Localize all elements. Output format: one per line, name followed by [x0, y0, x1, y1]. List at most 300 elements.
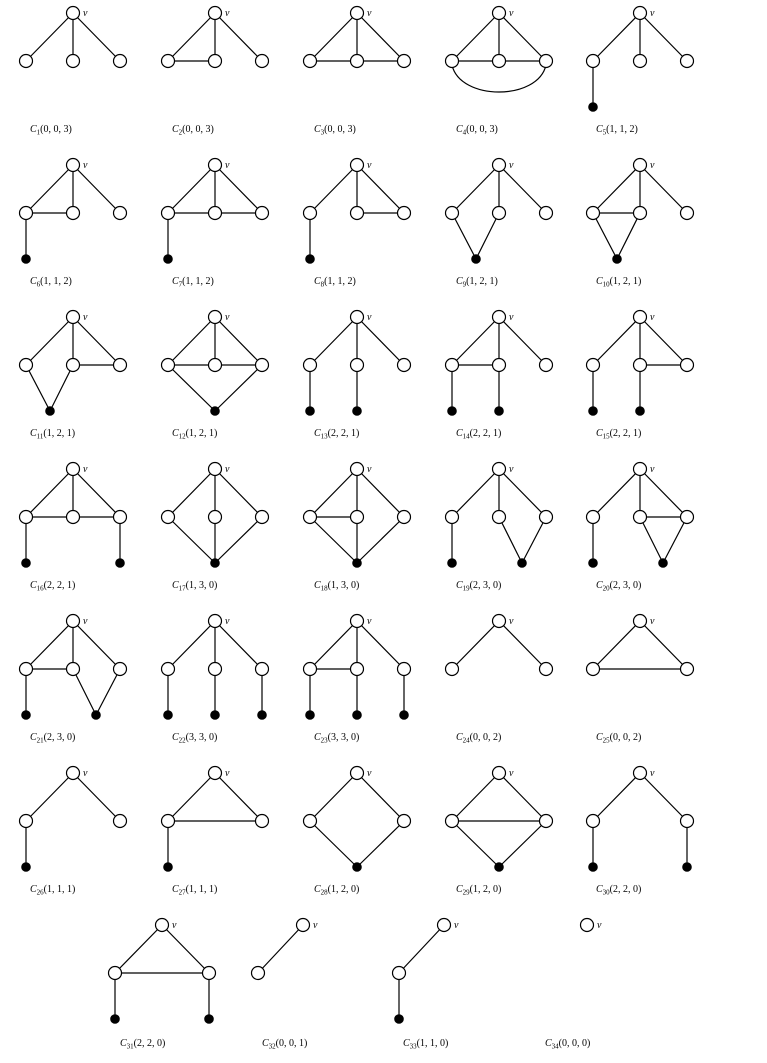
edge [73, 165, 120, 213]
vertex-v [493, 7, 506, 20]
graph-c12 [162, 311, 269, 441]
graph-caption [596, 884, 641, 897]
caption-index: 28 [320, 888, 328, 897]
caption-index: 27 [178, 888, 186, 897]
open-vertex [114, 359, 127, 372]
filled-vertex [636, 407, 644, 415]
graph-caption [314, 276, 356, 289]
open-vertex [681, 207, 694, 220]
vertex-v [351, 615, 364, 628]
caption-name: C [262, 1038, 269, 1049]
open-vertex [67, 663, 80, 676]
vertex-v [493, 767, 506, 780]
edge [168, 773, 215, 821]
graph-c32 [252, 919, 319, 1051]
vertex-v-label: v [225, 160, 230, 171]
caption-index: 9 [462, 280, 467, 289]
open-vertex [493, 359, 506, 372]
edge [640, 773, 687, 821]
open-vertex [393, 967, 406, 980]
open-vertex [256, 207, 269, 220]
edge [499, 165, 546, 213]
caption-params: (0, 0, 3) [40, 124, 72, 135]
vertex-v [634, 159, 647, 172]
filled-vertex [164, 711, 172, 719]
open-vertex [304, 359, 317, 372]
edge [399, 925, 444, 973]
edge [617, 213, 640, 259]
graph-caption [456, 732, 501, 745]
graph-caption [596, 580, 641, 593]
edge [640, 469, 687, 517]
graph-c8 [304, 159, 411, 289]
edge [357, 317, 404, 365]
edge [310, 517, 357, 563]
vertex-v-label: v [225, 464, 230, 475]
caption-params: (1, 2, 1) [609, 276, 642, 287]
open-vertex [114, 511, 127, 524]
open-vertex [162, 815, 175, 828]
graph-caption [30, 124, 72, 137]
caption-name: C [172, 580, 179, 591]
caption-params: (1, 1, 2) [182, 276, 214, 287]
vertex-v-label: v [172, 920, 177, 931]
vertex-v-label: v [367, 312, 372, 323]
graph-c9 [446, 159, 553, 289]
caption-index: 6 [36, 280, 41, 289]
graph-c30 [587, 767, 694, 897]
vertex-v-label: v [83, 616, 88, 627]
graph-c14 [446, 311, 553, 441]
open-vertex [681, 511, 694, 524]
caption-index: 23 [320, 736, 328, 745]
caption-name: C [314, 124, 321, 135]
caption-params: (1, 2, 0) [469, 884, 502, 895]
edge [663, 517, 687, 563]
vertex-v-label: v [650, 464, 655, 475]
caption-name: C [596, 580, 603, 591]
caption-params: (1, 2, 1) [466, 276, 498, 287]
edge [640, 13, 687, 61]
open-vertex [256, 359, 269, 372]
vertex-v-label: v [83, 464, 88, 475]
edge [50, 365, 73, 411]
caption-params: (0, 0, 0) [558, 1038, 591, 1049]
open-vertex [493, 55, 506, 68]
edge [452, 621, 499, 669]
caption-index: 33 [409, 1042, 417, 1051]
graph-caption [30, 276, 72, 289]
caption-index: 17 [178, 584, 186, 593]
caption-name: C [545, 1038, 552, 1049]
vertex-v [209, 159, 222, 172]
filled-vertex [22, 559, 30, 567]
open-vertex [114, 207, 127, 220]
edge [357, 821, 404, 867]
vertex-v-label: v [367, 464, 372, 475]
caption-name: C [456, 124, 463, 135]
open-vertex [304, 815, 317, 828]
caption-index: 4 [462, 128, 467, 137]
edge [168, 365, 215, 411]
caption-params: (2, 2, 1) [327, 428, 360, 439]
edge [215, 13, 262, 61]
vertex-v [351, 159, 364, 172]
edge [73, 469, 120, 517]
caption-params: (1, 1, 0) [416, 1038, 449, 1049]
caption-params: (2, 3, 0) [609, 580, 642, 591]
open-vertex [634, 511, 647, 524]
vertex-v [67, 159, 80, 172]
vertex-v [209, 767, 222, 780]
graph-caption [456, 884, 501, 897]
open-vertex [634, 359, 647, 372]
caption-index: 7 [178, 280, 183, 289]
caption-index: 20 [602, 584, 610, 593]
caption-name: C [596, 124, 603, 135]
caption-name: C [456, 732, 463, 743]
open-vertex [209, 511, 222, 524]
graph-caption [172, 732, 217, 745]
graph-c22 [162, 615, 269, 745]
graph-caption [172, 428, 217, 441]
graph-caption [262, 1038, 307, 1051]
caption-params: (1, 2, 0) [327, 884, 360, 895]
caption-params: (3, 3, 0) [185, 732, 218, 743]
open-vertex [681, 55, 694, 68]
edge [452, 469, 499, 517]
graph-caption [314, 884, 359, 897]
filled-vertex [613, 255, 621, 263]
open-vertex [114, 815, 127, 828]
graph-c11 [20, 311, 127, 441]
vertex-v [351, 7, 364, 20]
edge [26, 365, 50, 411]
graph-c4 [446, 7, 553, 137]
edge [593, 469, 640, 517]
filled-vertex [353, 559, 361, 567]
graph-c7 [162, 159, 269, 289]
edge [593, 317, 640, 365]
graph-c6 [20, 159, 127, 289]
caption-index: 24 [462, 736, 470, 745]
graph-caption [456, 580, 501, 593]
open-vertex [398, 359, 411, 372]
edge [162, 925, 209, 973]
edge [168, 13, 215, 61]
edge [115, 925, 162, 973]
open-vertex [634, 55, 647, 68]
caption-name: C [403, 1038, 410, 1049]
caption-name: C [30, 428, 37, 439]
caption-index: 5 [602, 128, 607, 137]
caption-params: (2, 2, 1) [609, 428, 642, 439]
vertex-v [209, 463, 222, 476]
caption-name: C [30, 276, 37, 287]
open-vertex [252, 967, 265, 980]
caption-params: (1, 1, 2) [606, 124, 638, 135]
graph-caption [314, 580, 359, 593]
edge [168, 165, 215, 213]
open-vertex [304, 663, 317, 676]
vertex-v [67, 311, 80, 324]
open-vertex [162, 511, 175, 524]
graph-c20 [587, 463, 694, 593]
curved-edge [452, 65, 546, 92]
graph-caption [596, 428, 641, 441]
edge [522, 517, 546, 563]
filled-vertex [589, 407, 597, 415]
open-vertex [209, 55, 222, 68]
filled-vertex [448, 559, 456, 567]
vertex-v-label: v [509, 616, 514, 627]
vertex-v [634, 463, 647, 476]
graph-caption [403, 1038, 448, 1051]
vertex-v-label: v [509, 312, 514, 323]
filled-vertex [164, 863, 172, 871]
vertex-v-label: v [650, 8, 655, 19]
open-vertex [398, 511, 411, 524]
caption-name: C [30, 884, 37, 895]
caption-name: C [596, 428, 603, 439]
vertex-v-label: v [509, 768, 514, 779]
caption-params: (2, 2, 1) [43, 580, 76, 591]
caption-index: 19 [462, 584, 470, 593]
open-vertex [351, 511, 364, 524]
caption-params: (2, 3, 0) [469, 580, 502, 591]
caption-name: C [314, 276, 321, 287]
caption-params: (1, 1, 2) [40, 276, 72, 287]
open-vertex [398, 663, 411, 676]
edge [215, 165, 262, 213]
graph-caption [172, 580, 217, 593]
open-vertex [446, 511, 459, 524]
graph-c28 [304, 767, 411, 897]
edge [499, 317, 546, 365]
caption-name: C [172, 124, 179, 135]
graph-caption [456, 276, 498, 289]
filled-vertex [683, 863, 691, 871]
open-vertex [446, 359, 459, 372]
filled-vertex [211, 407, 219, 415]
vertex-v [634, 311, 647, 324]
caption-index: 22 [178, 736, 186, 745]
open-vertex [351, 207, 364, 220]
open-vertex [446, 663, 459, 676]
open-vertex [304, 207, 317, 220]
graph-caption [456, 124, 498, 137]
open-vertex [114, 663, 127, 676]
caption-name: C [456, 580, 463, 591]
vertex-v [297, 919, 310, 932]
filled-vertex [495, 407, 503, 415]
vertex-v [581, 919, 594, 932]
open-vertex [587, 815, 600, 828]
open-vertex [540, 511, 553, 524]
caption-params: (1, 3, 0) [185, 580, 218, 591]
vertex-v [493, 463, 506, 476]
edge [26, 13, 73, 61]
graph-c15 [587, 311, 694, 441]
vertex-v-label: v [225, 616, 230, 627]
vertex-v-label: v [454, 920, 459, 931]
vertex-v-label: v [367, 768, 372, 779]
vertex-v [493, 615, 506, 628]
caption-params: (1, 2, 1) [185, 428, 218, 439]
open-vertex [681, 663, 694, 676]
open-vertex [209, 663, 222, 676]
open-vertex [162, 663, 175, 676]
graph-caption [314, 428, 359, 441]
edge [310, 621, 357, 669]
open-vertex [634, 207, 647, 220]
edge [357, 621, 404, 669]
caption-name: C [172, 428, 179, 439]
caption-index: 8 [320, 280, 325, 289]
edge [640, 517, 663, 563]
edge [357, 13, 404, 61]
edge [26, 469, 73, 517]
edge [310, 821, 357, 867]
graph-c10 [587, 159, 694, 289]
edge [26, 773, 73, 821]
vertex-v [209, 615, 222, 628]
caption-index: 10 [602, 280, 610, 289]
caption-name: C [314, 428, 321, 439]
open-vertex [67, 55, 80, 68]
vertex-v [209, 311, 222, 324]
caption-index: 31 [126, 1042, 134, 1051]
caption-index: 16 [36, 584, 44, 593]
open-vertex [540, 55, 553, 68]
open-vertex [109, 967, 122, 980]
graph-c29 [446, 767, 553, 897]
caption-params: (1, 3, 0) [327, 580, 360, 591]
open-vertex [681, 815, 694, 828]
graph-caption [596, 124, 638, 137]
caption-index: 2 [178, 128, 183, 137]
caption-params: (0, 0, 2) [469, 732, 502, 743]
filled-vertex [589, 103, 597, 111]
open-vertex [398, 207, 411, 220]
vertex-v-label: v [650, 312, 655, 323]
edge [499, 621, 546, 669]
open-vertex [587, 359, 600, 372]
vertex-v [156, 919, 169, 932]
open-vertex [203, 967, 216, 980]
edge [499, 821, 546, 867]
open-vertex [540, 207, 553, 220]
filled-vertex [395, 1015, 403, 1023]
filled-vertex [164, 255, 172, 263]
caption-params: (1, 1, 1) [185, 884, 218, 895]
graph-c19 [446, 463, 553, 593]
caption-index: 25 [602, 736, 610, 745]
caption-name: C [314, 884, 321, 895]
graph-caption [172, 124, 214, 137]
edge [215, 517, 262, 563]
vertex-v-label: v [650, 616, 655, 627]
graph-caption [30, 580, 75, 593]
caption-index: 34 [551, 1042, 559, 1051]
caption-name: C [314, 732, 321, 743]
open-vertex [681, 359, 694, 372]
vertex-v-label: v [367, 160, 372, 171]
filled-vertex [306, 711, 314, 719]
edge [640, 165, 687, 213]
caption-name: C [172, 732, 179, 743]
graph-c33 [393, 919, 460, 1051]
vertex-v-label: v [225, 768, 230, 779]
filled-vertex [518, 559, 526, 567]
filled-vertex [205, 1015, 213, 1023]
edge [310, 317, 357, 365]
graph-c21 [20, 615, 127, 745]
open-vertex [493, 207, 506, 220]
graph-caption [172, 884, 217, 897]
caption-params: (0, 0, 2) [609, 732, 642, 743]
edge [452, 13, 499, 61]
open-vertex [67, 511, 80, 524]
open-vertex [20, 815, 33, 828]
graph-c27 [162, 767, 269, 897]
open-vertex [209, 207, 222, 220]
open-vertex [446, 55, 459, 68]
caption-index: 21 [36, 736, 44, 745]
caption-name: C [120, 1038, 127, 1049]
caption-params: (3, 3, 0) [327, 732, 360, 743]
edge [499, 13, 546, 61]
graph-c26 [20, 767, 127, 897]
edge [215, 621, 262, 669]
open-vertex [540, 663, 553, 676]
filled-vertex [353, 407, 361, 415]
graph-caption [314, 732, 359, 745]
graph-c23 [304, 615, 411, 745]
open-vertex [493, 511, 506, 524]
edge [452, 165, 499, 213]
edge [499, 469, 546, 517]
edge [357, 165, 404, 213]
edge [593, 621, 640, 669]
caption-index: 13 [320, 432, 328, 441]
caption-index: 18 [320, 584, 328, 593]
caption-name: C [172, 884, 179, 895]
graph-caption [596, 732, 641, 745]
graph-c3 [304, 7, 411, 137]
graph-c34 [545, 919, 602, 1051]
edge [73, 669, 96, 715]
graph-c17 [162, 463, 269, 593]
edge [215, 317, 262, 365]
filled-vertex [589, 559, 597, 567]
open-vertex [256, 55, 269, 68]
vertex-v [209, 7, 222, 20]
open-vertex [162, 55, 175, 68]
filled-vertex [92, 711, 100, 719]
open-vertex [20, 359, 33, 372]
caption-params: (1, 2, 1) [43, 428, 76, 439]
vertex-v-label: v [509, 8, 514, 19]
open-vertex [587, 55, 600, 68]
edge [168, 621, 215, 669]
open-vertex [398, 55, 411, 68]
edge [310, 773, 357, 821]
filled-vertex [22, 863, 30, 871]
edge [215, 365, 262, 411]
edge [168, 517, 215, 563]
graph-caption [596, 276, 641, 289]
